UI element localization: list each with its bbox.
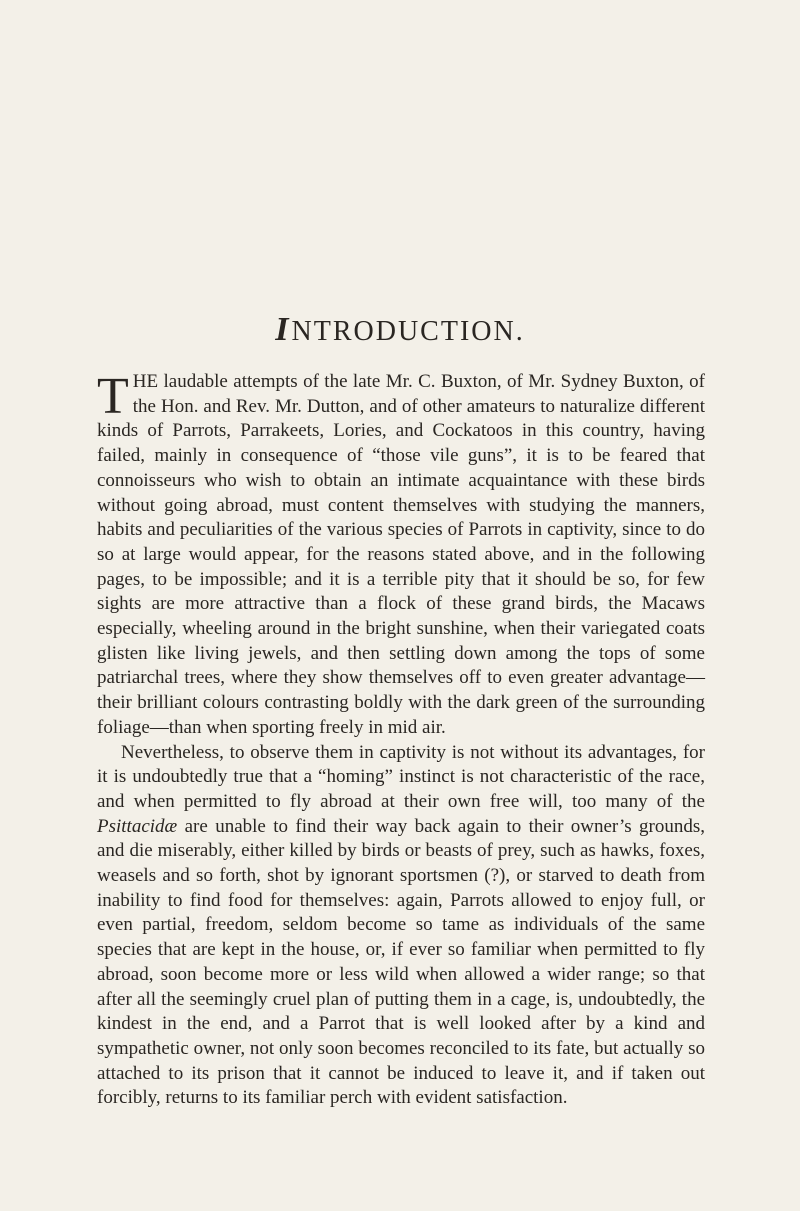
paragraph-2-text-b: are unable to find their way back again to their owner’s grounds, and die miserably, either killed by birds or beasts of prey, such as hawks, foxes, weasels and so forth, shot by ignorant sportsmen (?), or starved to death from inability to find food for themselves: again, Parrots allowed to enjoy full, or even partial, freedom, seldom become so tame as individuals of the same species that are kept in the house, or, if ever so familiar when permitted to fly abroad, soon become more or less wild when allowed a wider range; so that after all the seemingly cruel plan of putting them in a cage, is, undoubtedly, the kindest in the end, and a Parrot that is well looked after by a kind and sympathetic owner, not only soon becomes reconciled to its fate, but actually so attached to its prison that it cannot be induced to leave it, and if taken out forcibly, returns to its familiar perch with evident satisfaction. bbox=[97, 815, 705, 1109]
paragraph-2-text-a: Nevertheless, to observe them in captivity is not without its advantages, for it is undoubtedly true that a “homing” instinct is not characteristic of the race, and when permitted to fly abroad at their own free will, too many of the bbox=[97, 741, 705, 812]
chapter-heading bbox=[0, 313, 800, 349]
paragraph-2-italic: Psittacidæ bbox=[97, 815, 178, 837]
paragraph-1 bbox=[97, 370, 705, 741]
chapter-body bbox=[97, 370, 705, 1111]
heading-initial: I bbox=[275, 311, 291, 348]
paragraph-2 bbox=[97, 741, 705, 1112]
heading-text: NTRODUCTION. bbox=[291, 316, 525, 347]
drop-cap: T bbox=[97, 368, 129, 425]
paragraph-1-text: HE laudable attempts of the late Mr. C. Buxton, of Mr. Sydney Buxton, of the Hon. and Rev. Mr. Dutton, and of other amateurs to naturalize different kinds of Parrots, Parrakeets, Lories, and Cockatoos in this country, having failed, mainly in consequence of “those vile guns”, it is to be feared that connoisseurs who wish to obtain an intimate acquaintance with these birds without going abroad, must content themselves with studying the manners, habits and peculiarities of the various species of Parrots in captivity, since to do so at large would appear, for the reasons stated above, and in the following pages, to be impossible; and it is a terrible pity that it should be so, for few sights are more attractive than a flock of these grand birds, the Macaws especially, wheeling around in the bright sunshine, when their variegated coats glisten like living jewels, and then settling down among the tops of some patriarchal trees, where they show themselves off to even greater advantage—their brilliant colours contrasting boldly with the dark green of the surrounding foliage—than when sporting freely in mid air. bbox=[97, 371, 705, 738]
